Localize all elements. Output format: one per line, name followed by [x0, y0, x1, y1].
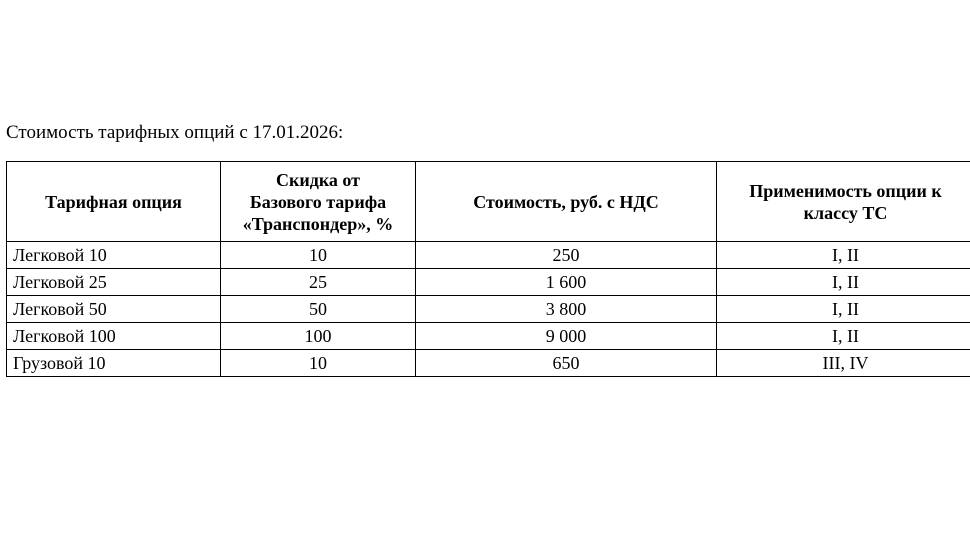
header-discount [221, 162, 416, 242]
cell-vehicle-class: I, II [717, 269, 970, 296]
header-vehicle-class [717, 162, 970, 242]
header-class-line-2: классу ТС [803, 202, 888, 223]
cell-discount: 10 [221, 242, 416, 269]
cell-option: Легковой 50 [7, 296, 221, 323]
header-discount-line-3: «Транспондер», % [242, 213, 394, 234]
header-discount-line-1: Скидка от [275, 169, 361, 190]
cell-option: Легковой 10 [7, 242, 221, 269]
cell-discount: 100 [221, 323, 416, 350]
cell-option: Легковой 25 [7, 269, 221, 296]
tariff-options-table [6, 161, 970, 377]
cell-discount: 10 [221, 350, 416, 377]
cell-price: 250 [416, 242, 717, 269]
cell-price: 3 800 [416, 296, 717, 323]
cell-price: 1 600 [416, 269, 717, 296]
table-caption: Стоимость тарифных опций с 17.01.2026: [6, 122, 344, 143]
table-header-row [7, 162, 970, 242]
header-discount-line-2: Базового тарифа [249, 191, 387, 212]
header-price: Стоимость, руб. с НДС [416, 162, 717, 242]
cell-vehicle-class: I, II [717, 296, 970, 323]
table-row [7, 242, 970, 269]
cell-discount: 25 [221, 269, 416, 296]
header-class-line-1: Применимость опции к [749, 180, 942, 201]
cell-vehicle-class: I, II [717, 323, 970, 350]
cell-price: 650 [416, 350, 717, 377]
cell-vehicle-class: I, II [717, 242, 970, 269]
table-row [7, 350, 970, 377]
cell-price: 9 000 [416, 323, 717, 350]
table-row [7, 296, 970, 323]
cell-discount: 50 [221, 296, 416, 323]
cell-option: Грузовой 10 [7, 350, 221, 377]
cell-option: Легковой 100 [7, 323, 221, 350]
cell-vehicle-class: III, IV [717, 350, 970, 377]
table-row [7, 323, 970, 350]
table-row [7, 269, 970, 296]
header-option: Тарифная опция [7, 162, 221, 242]
